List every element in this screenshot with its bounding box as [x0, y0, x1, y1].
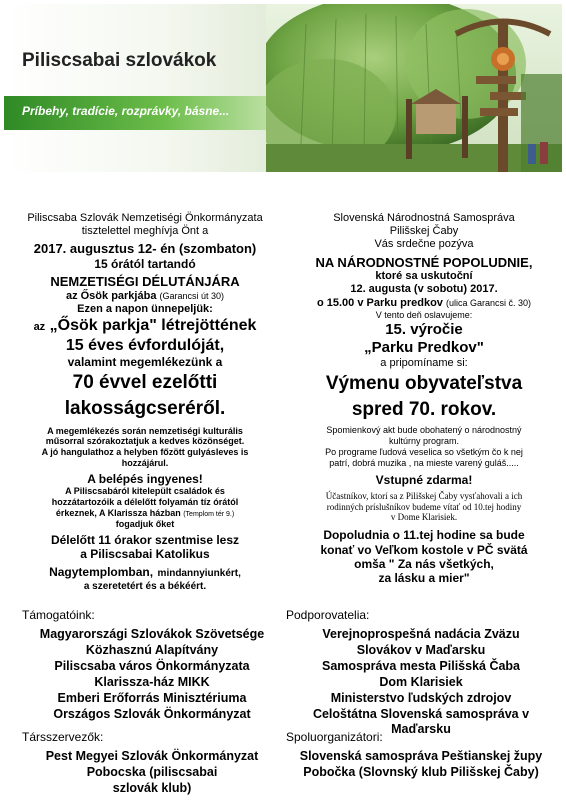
supporter-hu-item: Emberi Erőforrás Minisztériuma [57, 690, 247, 705]
hu-line-19: hozzátartozóik a délelőtt folyamán tíz órától [51, 497, 239, 508]
invitation-hungarian [4, 212, 286, 593]
hu-line-18: A Piliscsabáról kitelepült családok és [65, 486, 225, 497]
sk-line-2: Pilišskej Čaby [389, 225, 459, 238]
hu-line-3: 2017. augusztus 12- én (szombaton) [33, 241, 257, 257]
hu-line-22: Délelőtt 11 órakor szentmise lesz [50, 533, 240, 548]
sk-line-3: Vás srdečne pozýva [374, 238, 474, 251]
invitation-slovak [286, 212, 562, 586]
sk-line-1: Slovenská Národnostná Samospráva [333, 212, 515, 224]
sk-line-5: ktoré sa uskutoční [375, 270, 473, 283]
supporter-hu-item: Klarissza-ház MIKK [94, 674, 210, 689]
sk-line-18: Vstupné zdarma! [375, 473, 473, 488]
hu-line-10: valamint megemlékezünk a [67, 354, 223, 369]
sk-line-21: v Dome Klarisiek. [390, 512, 458, 523]
hu-line-9: 15 éves évfordulóját, [65, 336, 225, 354]
hu-line-24a: Nagytemplomban, [49, 564, 154, 579]
sk-line-25: za lásku a mier" [378, 571, 470, 586]
hu-line-17: A belépés ingyenes! [87, 471, 203, 486]
sk-line-22: Dopoludnia o 11.tej hodine sa bude [323, 528, 525, 543]
hu-line-25: a szeretetért és a békéért. [83, 581, 207, 593]
sk-line-19: Účastníkov, ktorí sa z Pilišskej Čaby vysťahovali a ich [325, 490, 523, 501]
hu-line-4: 15 órától tartandó [94, 256, 196, 271]
supporter-hu-item: Közhasznú Alapítvány [85, 643, 219, 658]
hu-line-16: hozzájárul. [121, 458, 169, 469]
sk-line-14: Spomienkový akt bude obohatený o národnostný [326, 425, 522, 436]
sk-line-6: 12. augusta (v sobotu) 2017. [350, 283, 498, 296]
supporter-hu-item: Piliscsaba város Önkormányzata [54, 658, 250, 673]
organizers-sk-header: Spoluorganizátori: [286, 730, 383, 744]
hu-line-23: a Piliscsabai Katolikus [80, 547, 210, 562]
sk-line-13: spred 70. rokov. [351, 398, 497, 420]
hu-line-14: műsorral szórakoztatjuk a kedves közönséget. [45, 436, 245, 447]
supporter-hu-item: Magyarországi Szlovákok Szövetsége [39, 627, 265, 642]
organizers-hu-header: Társszervezők: [22, 730, 104, 744]
supporter-sk-item: Slovákov v Maďarsku [356, 643, 486, 658]
park-photo [266, 4, 562, 172]
supporter-sk-item: Maďarsku [391, 722, 451, 737]
hu-line-6b: (Garancsi út 30) [159, 290, 225, 301]
hu-line-1: Piliscsaba Szlovák Nemzetiségi Önkormányzata [27, 212, 263, 224]
organizer-hu-item: szlovák klub) [112, 780, 192, 795]
hu-line-6a: az Ősök parkjába [65, 289, 157, 302]
banner-subtitle: Príbehy, tradície, rozprávky, básne... [22, 104, 230, 118]
sk-line-8: V tento deň oslavujeme: [375, 309, 473, 320]
hu-line-20b: (Templom tér 9.) [183, 510, 235, 518]
sk-line-17: patrí, dobrá muzika , na mieste varený guláš..... [329, 457, 519, 468]
sk-line-16: Po programe ľudová veselica so všetkým čo k nej [325, 446, 523, 457]
supporters-sk-header: Podporovatelia: [286, 608, 370, 622]
sk-line-4: NA NÁRODNOSTNÉ POPOLUDNIE, [315, 254, 533, 270]
hu-line-24b: mindannyiunkért, [157, 567, 241, 579]
sk-line-9: 15. výročie [385, 320, 463, 338]
supporters-slovak [286, 608, 556, 738]
sk-line-7b: (ulica Garancsi č. 30) [445, 297, 532, 308]
organizers-hungarian [22, 730, 282, 797]
supporters-hu-header: Támogatóink: [22, 608, 95, 622]
hu-line-8b: „Ősök parkja" létrejöttének [49, 317, 257, 335]
hu-line-13: A megemlékezés során nemzetiségi kulturális [47, 425, 243, 436]
hu-line-5: NEMZETISÉGI DÉLUTÁNJÁRA [50, 274, 240, 290]
hu-line-15: A jó hangulathoz a helyben főzött gulyásleves is [41, 447, 249, 458]
supporter-sk-item: Ministerstvo ľudských zdrojov [330, 690, 512, 705]
banner-title: Piliscsabai szlovákok [22, 50, 217, 71]
sk-line-23: konať vo Veľkom kostole v PČ svätá [320, 542, 528, 557]
hu-line-20a: érkeznek, A Klarissza házban [55, 507, 181, 518]
sk-line-7a: o 15.00 v Parku predkov [316, 296, 443, 309]
hu-line-21: fogadjuk őket [115, 519, 175, 530]
sk-line-11: a pripomíname si: [380, 356, 468, 369]
organizer-hu-item: Pest Megyei Szlovák Önkormányzat [45, 749, 259, 764]
supporters-hungarian [22, 608, 282, 722]
organizer-sk-item: Pobočka (Slovnský klub Pilišskej Čaby) [303, 765, 539, 780]
header-banner [4, 4, 562, 172]
sk-line-24: omša " Za nás všetkých, [354, 557, 494, 572]
supporter-sk-item: Samospráva mesta Pilišská Čaba [321, 658, 521, 673]
supporter-sk-item: Celoštátna Slovenská samospráva v [312, 706, 530, 721]
hu-line-12: lakosságcseréről. [64, 397, 226, 419]
organizer-hu-item: Pobocska (piliscsabai [86, 765, 218, 780]
supporter-hu-item: Országos Szlovák Önkormányzat [53, 706, 251, 721]
banner-background [4, 4, 294, 172]
hu-line-11: 70 évvel ezelőtti [72, 372, 218, 394]
sk-line-15: kultúrny program. [388, 436, 460, 447]
supporter-sk-item: Verejnoprospešná nadácia Zväzu [322, 627, 520, 642]
hu-line-8a: az [33, 321, 46, 334]
sk-line-12: Výmenu obyvateľstva [325, 372, 523, 394]
organizer-sk-item: Slovenská samospráva Peštianskej župy [299, 749, 543, 764]
sk-line-10: „Parku Predkov" [364, 338, 484, 356]
organizers-slovak [286, 730, 556, 781]
hu-line-2: tisztelettel meghívja Önt a [81, 225, 209, 238]
supporter-sk-item: Dom Klarisiek [379, 674, 463, 689]
sk-line-20: rodinných príslušníkov budeme vítať od 10.tej hodiny [326, 501, 522, 512]
hu-line-7: Ezen a napon ünnepeljük: [77, 303, 213, 316]
